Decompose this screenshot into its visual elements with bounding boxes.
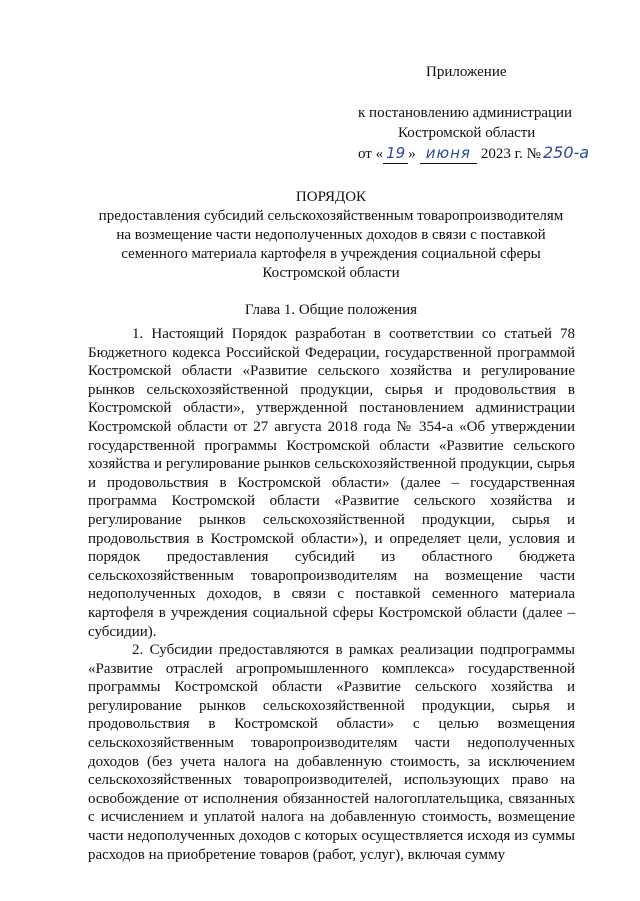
handwritten-month: июня	[420, 143, 477, 164]
handwritten-day: 19	[383, 143, 408, 164]
date-prefix: от «	[358, 146, 384, 162]
subtitle-line: семенного материала картофеля в учреждения социальной сферы	[121, 246, 541, 262]
chapter-heading: Глава 1. Общие положения	[244, 302, 418, 318]
handwritten-number: 250-а	[542, 143, 590, 162]
appendix-date-line	[358, 143, 598, 164]
appendix-line-resolution: к постановлению администрации	[358, 105, 573, 121]
document-title: ПОРЯДОК	[295, 189, 367, 205]
subtitle-line: на возмещение части недополученных доходов в связи с поставкой	[116, 227, 546, 243]
subtitle-line: Костромской области	[262, 265, 400, 281]
appendix-line-region: Костромской области	[398, 125, 536, 141]
paragraph-1: 1. Настоящий Порядок разработан в соответствии со статьей 78 Бюджетного кодекса Российской Федерации, государственной программой Костромской области «Развитие сельского хозяйства и регулирование рынков сельскохозяйственной продукции, сырья и продовольствия в Костромской области», утвержденной постановлением администрации Костромской области от 27 августа 2018 года № 354-а «Об утверждении государственной программы Костромской области «Развитие сельского хозяйства и регулирование рынков сельскохозяйственной продукции, сырья и продовольствия в Костромской области» (далее – государственная программа Костромской области «Развитие сельского хозяйства и регулирование рынков сельскохозяйственной продукции, сырья и продовольствия в Костромской области»), и определяет цели, условия и порядок предоставления субсидий из областного бюджета сельскохозяйственным товаропроизводителям на возмещение части недополученных доходов, в связи с поставкой семенного материала картофеля в учреждения социальной сферы Костромской области (далее – субсидии).	[88, 326, 575, 640]
document-header	[80, 188, 582, 320]
date-quote-close: »	[408, 146, 416, 162]
appendix-title: Приложение	[426, 64, 507, 80]
date-year: 2023 г. №	[480, 146, 541, 162]
document-body	[88, 325, 575, 864]
appendix-block	[358, 62, 598, 164]
paragraph-2: 2. Субсидии предоставляются в рамках реализации подпрограммы «Развитие отраслей агропромышленного комплекса» государственной программы Костромской области «Развитие сельского хозяйства и регулирование рынков сельскохозяйственной продукции, сырья и продовольствия в Костромской области» с целью возмещения сельскохозяйственным товаропроизводителям части недополученных доходов (без учета налога на добавленную стоимость, за исключением сельскохозяйственных товаропроизводителей, использующих право на освобождение от исполнения обязанностей налогоплательщика, связанных с исчислением и уплатой налога на добавленную стоимость, возмещение части недополученных доходов с которых осуществляется исходя из суммы расходов на приобретение товаров (работ, услуг), включая сумму	[88, 642, 575, 863]
subtitle-line: предоставления субсидий сельскохозяйственным товаропроизводителям	[98, 208, 564, 224]
